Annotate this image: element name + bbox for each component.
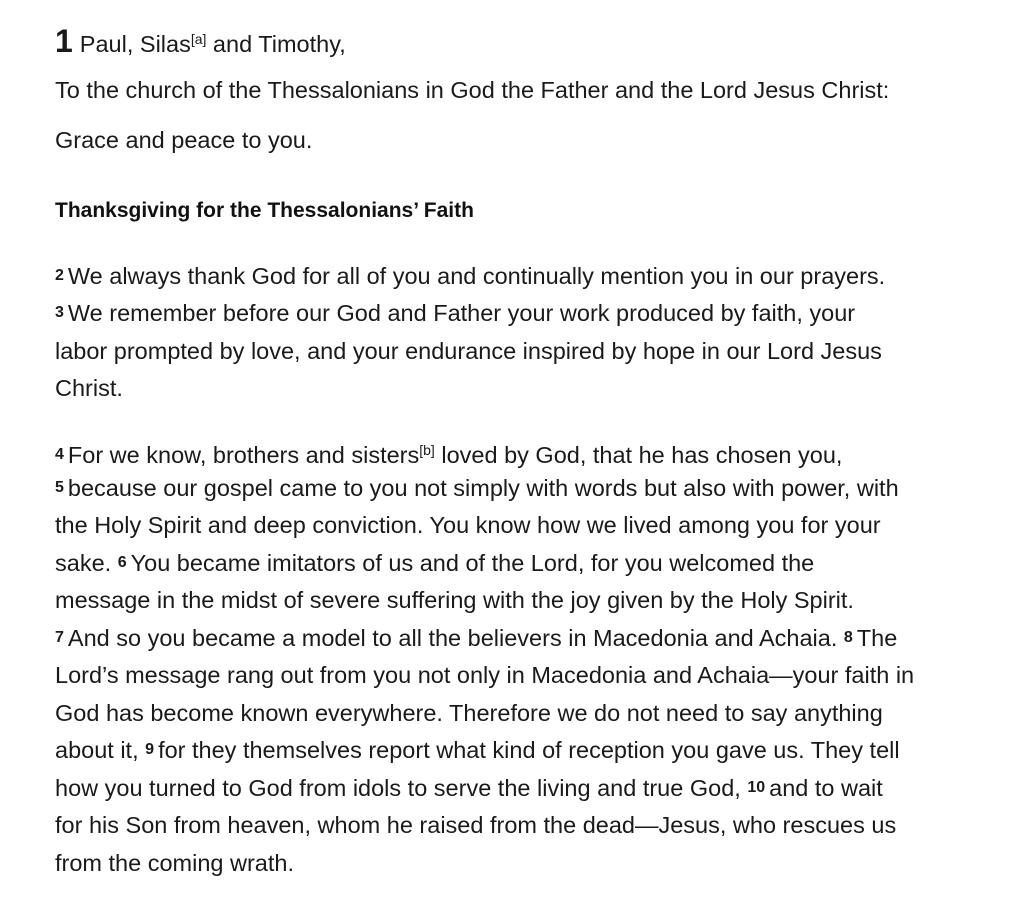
verse-text: We remember before our God and Father your work produced by faith, your <box>67 300 856 326</box>
verse-text-line: God has become known everywhere. Therefore we do not need to say anything <box>55 700 883 726</box>
verse-text: loved by God, that he has chosen you, <box>434 442 843 468</box>
verse-text: sake. <box>55 550 118 576</box>
footnote-a-link[interactable]: [a] <box>190 31 207 47</box>
verse-5-line <box>55 474 899 502</box>
verse-number: 7 <box>55 629 64 646</box>
verse-text-line: labor prompted by love, and your endurance inspired by hope in our Lord Jesus <box>55 338 882 364</box>
verse-1-line <box>55 25 346 58</box>
greeting-text: Paul, Silas <box>79 31 191 57</box>
verse-6-line <box>55 549 814 577</box>
verse-text-line: the Holy Spirit and deep conviction. You know how we lived among you for your <box>55 512 881 538</box>
verse-text-line: Christ. <box>55 375 123 401</box>
verse-2-line <box>55 262 885 290</box>
verse-number: 5 <box>55 479 64 496</box>
verse-text: The <box>856 625 898 651</box>
recipients-line: To the church of the Thessalonians in God the Father and the Lord Jesus Christ: <box>55 77 890 103</box>
verse-text: and to wait <box>769 775 883 801</box>
verse-number: 9 <box>145 741 155 758</box>
verse-text: For we know, brothers and sisters <box>67 442 420 468</box>
verse-number: 6 <box>117 554 127 571</box>
verse-text: And so you became a model to all the believers in Macedonia and Achaia. <box>67 625 844 651</box>
verse-10-line <box>55 774 883 802</box>
verse-3-line <box>55 299 855 327</box>
verse-number: 2 <box>55 267 64 284</box>
verse-9-line <box>55 736 900 764</box>
verse-text: how you turned to God from idols to serve the living and true God, <box>55 775 748 801</box>
verse-text: We always thank God for all of you and continually mention you in our prayers. <box>67 263 886 289</box>
verse-text-line: for his Son from heaven, whom he raised from the dead—Jesus, who rescues us <box>55 812 897 838</box>
verse-number: 10 <box>747 779 766 796</box>
verse-text: You became imitators of us and of the Lord, for you welcomed the <box>130 550 815 576</box>
verse-text: because our gospel came to you not simply with words but also with power, with <box>67 475 899 501</box>
section-heading: Thanksgiving for the Thessalonians’ Faith <box>55 199 474 222</box>
verse-number: 4 <box>55 446 64 463</box>
verse-text-line: Lord’s message rang out from you not only in Macedonia and Achaia—your faith in <box>55 662 915 688</box>
footnote-b-link[interactable]: [b] <box>419 442 435 458</box>
verse-number: 8 <box>843 629 853 646</box>
greeting-text-end: and Timothy, <box>206 31 346 57</box>
chapter-number: 1 <box>55 23 73 59</box>
verse-7-line <box>55 624 897 652</box>
verse-text-line: from the coming wrath. <box>55 850 295 876</box>
verse-text: for they themselves report what kind of reception you gave us. They tell <box>158 737 900 763</box>
blessing-line: Grace and peace to you. <box>55 127 313 153</box>
verse-number: 3 <box>55 304 64 321</box>
verse-text: about it, <box>55 737 146 763</box>
verse-text-line: message in the midst of severe suffering with the joy given by the Holy Spirit. <box>55 587 854 613</box>
verse-4-line <box>55 436 842 469</box>
